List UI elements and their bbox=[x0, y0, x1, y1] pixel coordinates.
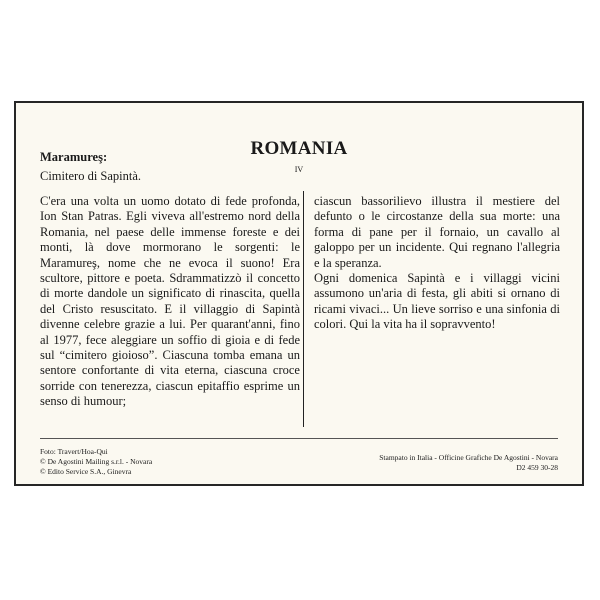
card-title: ROMANIA bbox=[250, 138, 348, 159]
credit-line: © Edito Service S.A., Ginevra bbox=[40, 467, 132, 476]
subtitle: Cimitero di Sapintà. bbox=[40, 169, 142, 183]
product-code: D2 459 30-28 bbox=[516, 463, 558, 472]
text-column-left bbox=[40, 194, 300, 410]
credit-line: Foto: Travert/Hoa-Qui bbox=[40, 447, 108, 456]
printer-info bbox=[379, 453, 558, 473]
body-paragraph-right-2: Ogni domenica Sapintà e i villaggi vicini assumono un'aria di festa, gli abiti si ornano di ricami vivaci... Un lieve sorriso e una sinfonia di colori. Qui la vita ha il sopravvento! bbox=[314, 271, 560, 332]
postcard-back bbox=[14, 101, 584, 486]
text-column-right bbox=[314, 194, 560, 333]
credit-line: © De Agostini Mailing s.r.l. - Novara bbox=[40, 457, 153, 466]
region-heading: Maramureş: bbox=[40, 150, 108, 164]
card-numeral: IV bbox=[294, 165, 304, 174]
footer-rule bbox=[40, 438, 558, 439]
column-divider bbox=[303, 191, 304, 427]
body-paragraph-left: C'era una volta un uomo dotato di fede profonda, Ion Stan Patras. Egli viveva all'estremo nord della Romania, nel paese delle immense foreste e dei monti, là dove mormorano le sorgenti: le Maramureş, nome che ne evoca il suono! Era scultore, pittore e poeta. Sdrammatizzò il concetto di morte dandole un significato di rinascita, quella del Cristo resuscitato. E il villaggio di Sapintà divenne celebre grazie a lui. Per quarant'anni, fino al 1977, fece aleggiare un soffio di gioia e di fede sul “cimitero gioioso”. Ciascuna tomba emana un sentore confortante di vita eterna, ciascuna croce sorride con tenerezza, ciascun epitaffio esprime un senso di humour; bbox=[40, 194, 300, 409]
photo-credits bbox=[40, 447, 152, 477]
printer-line: Stampato in Italia - Officine Grafiche De Agostini - Novara bbox=[379, 453, 558, 462]
body-paragraph-right-1: ciascun bassorilievo illustra il mestiere del defunto o le circostanze della sua morte: una forma di pane per il fornaio, un cavallo al galoppo per un incidente. Qui regnano l'allegria e la speranza. bbox=[314, 194, 560, 270]
